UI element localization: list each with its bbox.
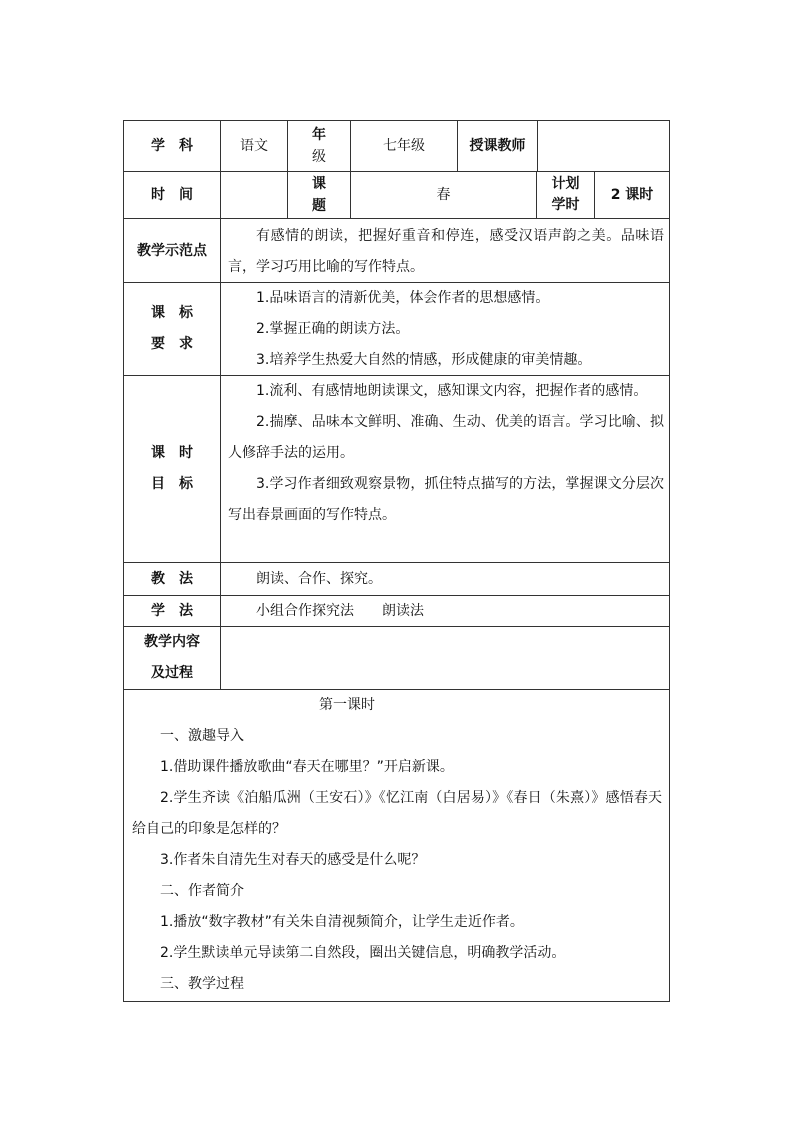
method-learn-block (228, 596, 664, 626)
plan-label-line-2: 学时 (551, 197, 580, 213)
standards-item: 2.掌握正确的朗读方法。 (256, 321, 410, 337)
demo-text: 有感情的朗读，把握好重音和停连，感受汉语声韵之美。品味语言，学习巧用比喻的写作特点。 (228, 228, 664, 275)
objectives-label-line-1: 课 时 (151, 445, 193, 461)
topic-value: 春 (436, 187, 451, 203)
objectives-item: 2.揣摩、品味本文鲜明、准确、生动、优美的语言。学习比喻、拟人修辞手法的运用。 (228, 414, 664, 461)
time-label: 时 间 (151, 187, 193, 203)
grade-label-line-1: 年 (312, 127, 326, 143)
objectives-label-line-2: 目 标 (151, 476, 193, 492)
standards-item: 1.品味语言的清新优美，体会作者的思想感情。 (256, 290, 550, 306)
method-learn-label: 学 法 (151, 603, 193, 619)
process-line: 3.作者朱自清先生对春天的感受是什么呢？ (160, 852, 426, 868)
plan-label (537, 172, 594, 218)
content-label (124, 627, 220, 689)
topic-label-line-1: 课 (312, 176, 326, 192)
grade-label-line-2: 级 (312, 149, 326, 165)
time-value (221, 172, 287, 218)
process-line: 一、激趣导入 (160, 728, 244, 744)
method-learn-value: 小组合作探究法 朗读法 (256, 603, 424, 619)
grade-value: 七年级 (383, 138, 425, 154)
process-line: 三、教学过程 (160, 976, 244, 992)
content-value (221, 627, 669, 689)
objectives-label (124, 376, 220, 562)
teacher-value (538, 121, 669, 171)
method-teach-block (228, 563, 664, 595)
method-teach-label: 教 法 (151, 571, 193, 587)
standards-label-line-1: 课 标 (151, 305, 193, 321)
process-line: 1.播放“数字教材”有关朱自清视频简介，让学生走近作者。 (160, 914, 524, 930)
plan-value: 2 课时 (610, 187, 654, 203)
process-line: 二、作者简介 (160, 883, 244, 899)
lesson-plan-table (123, 120, 670, 1002)
standards-list (228, 283, 664, 376)
subject-label: 学 科 (151, 138, 193, 154)
plan-label-line-1: 计划 (551, 176, 580, 192)
grade-label (288, 121, 350, 171)
standards-item: 3.培养学生热爱大自然的情感，形成健康的审美情趣。 (256, 352, 592, 368)
method-teach-value: 朗读、合作、探究。 (256, 571, 382, 587)
content-label-line-2: 及过程 (151, 665, 193, 681)
content-label-line-1: 教学内容 (144, 634, 200, 650)
topic-label-line-2: 题 (312, 198, 326, 214)
standards-label-line-2: 要 求 (151, 336, 193, 352)
process-line: 2.学生齐读《泊船瓜洲（王安石）》《忆江南（白居易）》《春日（朱熹）》感悟春天给自己的印象是怎样的？ (132, 790, 662, 837)
teacher-label: 授课教师 (469, 138, 526, 154)
standards-label (124, 283, 220, 375)
objectives-list (228, 376, 664, 531)
process-block (132, 690, 662, 1000)
subject-value: 语文 (240, 138, 268, 154)
process-line: 2.学生默读单元导读第二自然段，圈出关键信息，明确教学活动。 (160, 945, 566, 961)
objectives-item: 3.学习作者细致观察景物，抓住特点描写的方法，掌握课文分层次写出春景画面的写作特点。 (228, 476, 664, 523)
topic-label (288, 172, 350, 218)
process-line: 1.借助课件播放歌曲“春天在哪里？”开启新课。 (160, 759, 454, 775)
objectives-item: 1.流利、有感情地朗读课文，感知课文内容，把握作者的感情。 (256, 383, 648, 399)
demo-text-block (228, 219, 664, 283)
process-title: 第一课时 (319, 697, 375, 713)
demo-label: 教学示范点 (137, 242, 207, 259)
